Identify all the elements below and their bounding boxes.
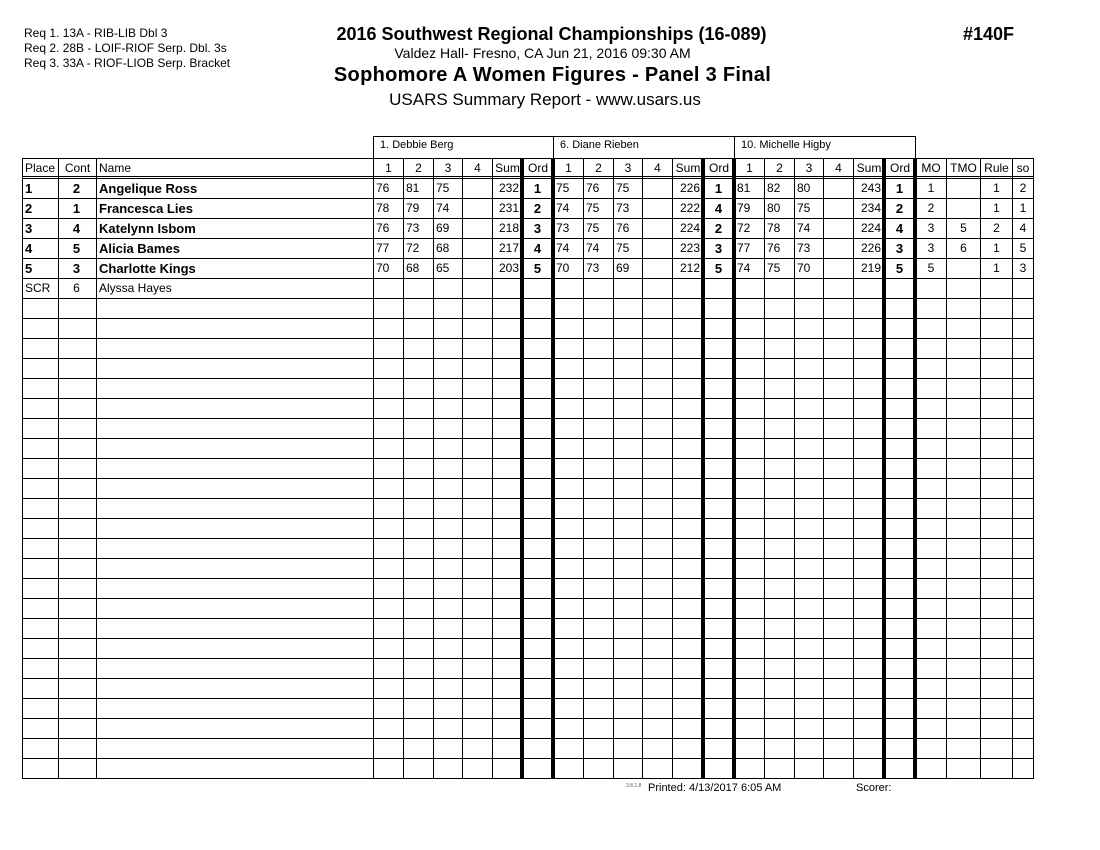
judge-score-cell	[645, 259, 669, 278]
judge-score-cell	[465, 199, 489, 218]
judge-score-cell: 77	[737, 241, 751, 255]
version-label: 3.8.1.8	[626, 783, 642, 789]
column-header: Name	[99, 161, 132, 175]
judge-score-cell: 76	[616, 221, 630, 235]
judge-sum-cell: 222	[679, 201, 700, 215]
judge-score-cell: 76	[586, 181, 600, 195]
scorer-label: Scorer:	[856, 782, 892, 794]
judge-score-cell	[556, 279, 580, 298]
venue-line: Valdez Hall- Fresno, CA Jun 21, 2016 09:30 AM	[394, 45, 691, 61]
place-cell: 4	[25, 241, 33, 256]
category-title: Sophomore A Women Figures - Panel 3 Final	[333, 64, 772, 86]
judge-score-cell	[767, 279, 791, 298]
column-header: 1	[746, 161, 753, 175]
judge-score-cell: 80	[767, 201, 781, 215]
judge-score-cell: 70	[556, 261, 570, 275]
judge-score-cell	[737, 279, 761, 298]
judge-score-cell: 73	[406, 221, 420, 235]
judge-ordinal-cell: 1	[714, 181, 723, 196]
judge-ordinal-cell: 1	[895, 181, 904, 196]
judge-score-cell: 75	[586, 201, 600, 215]
judge-score-cell: 74	[586, 241, 600, 255]
judge-score-cell	[616, 279, 639, 298]
skating-order-cell: 2	[1019, 181, 1027, 195]
column-header: Sum	[675, 161, 701, 175]
judge-score-cell	[826, 219, 850, 238]
column-header: Sum	[856, 161, 882, 175]
judge-score-cell	[465, 259, 489, 278]
judge-score-cell	[465, 279, 489, 298]
printed-timestamp: Printed: 4/13/2017 6:05 AM	[648, 782, 782, 794]
report-title: USARS Summary Report - www.usars.us	[389, 90, 701, 109]
skater-name-cell: Alicia Bames	[99, 241, 180, 256]
tied-majority-ordinal-cell	[948, 279, 979, 298]
place-cell: 3	[25, 221, 33, 236]
judge-header-2: 6. Diane Rieben	[553, 136, 735, 158]
column-header: 2	[776, 161, 783, 175]
skating-order-cell: 1	[1019, 201, 1027, 215]
judge-ordinal-cell: 5	[533, 261, 542, 276]
judge-score-cell: 75	[586, 221, 600, 235]
judge-score-cell: 74	[556, 201, 570, 215]
rule-cell: 1	[993, 181, 1000, 195]
judge-sum-cell	[856, 279, 881, 298]
judge-score-cell	[826, 279, 850, 298]
judge-score-cell: 81	[737, 181, 751, 195]
judge-ordinal-cell: 1	[533, 181, 542, 196]
judge-score-cell: 72	[737, 221, 751, 235]
tied-majority-ordinal-cell	[948, 179, 979, 198]
judge-score-cell: 69	[616, 261, 630, 275]
judge-sum-cell: 234	[860, 201, 881, 215]
judge-score-cell: 76	[376, 221, 390, 235]
skating-order-cell	[1014, 279, 1032, 298]
judge-ordinal-cell: 4	[714, 201, 723, 216]
column-header: Cont	[64, 161, 91, 175]
column-header: TMO	[950, 161, 977, 175]
column-header: MO	[921, 161, 941, 175]
judge-sum-cell: 223	[679, 241, 700, 255]
place-cell: 5	[25, 261, 33, 276]
column-header: 4	[474, 161, 481, 175]
judge-score-cell: 75	[616, 181, 630, 195]
rule-cell: 1	[993, 201, 1000, 215]
skating-order-cell: 5	[1019, 241, 1027, 255]
majority-ordinal-cell: 2	[927, 201, 935, 215]
place-cell: 2	[25, 201, 33, 216]
tied-majority-ordinal-cell	[948, 259, 979, 278]
judge-score-cell: 78	[376, 201, 390, 215]
judge-score-cell: 75	[436, 181, 450, 195]
place-cell: 1	[25, 181, 33, 196]
judge-score-cell: 80	[797, 181, 811, 195]
judge-score-cell: 68	[436, 241, 450, 255]
judge-score-cell	[376, 279, 400, 298]
judge-score-cell: 78	[767, 221, 781, 235]
judge-score-cell: 76	[376, 181, 390, 195]
judge-ordinal-cell: 2	[714, 221, 723, 236]
tied-majority-ordinal-cell: 5	[960, 221, 967, 235]
column-header: 1	[385, 161, 392, 175]
skating-order-cell: 3	[1019, 261, 1027, 275]
skater-name-cell: Francesca Lies	[99, 201, 193, 216]
column-header: Sum	[495, 161, 520, 175]
judge-score-cell	[406, 279, 430, 298]
judge-sum-cell: 219	[860, 261, 881, 275]
judge-score-cell	[826, 179, 850, 198]
place-cell: SCR	[25, 281, 51, 295]
column-header: Place	[25, 161, 56, 175]
rule-cell: 2	[993, 221, 1000, 235]
judge-ordinal-cell: 2	[533, 201, 542, 216]
contestant-number-cell: 5	[72, 241, 81, 256]
column-header: Ord	[889, 161, 910, 175]
contestant-number-cell: 4	[72, 221, 81, 236]
requirement-3: Req 3. 33A - RIOF-LIOB Serp. Bracket	[24, 56, 231, 70]
column-header: so	[1016, 161, 1030, 175]
contestant-number-cell: 2	[72, 181, 81, 196]
judge-sum-cell	[675, 279, 700, 298]
judge-score-cell: 75	[797, 201, 811, 215]
judge-score-cell: 73	[616, 201, 630, 215]
judge-score-cell	[465, 219, 489, 238]
judge-score-cell	[826, 239, 850, 258]
judge-header-3: 10. Michelle Higby	[734, 136, 916, 158]
judge-sum-cell: 203	[498, 261, 519, 275]
judge-score-cell: 73	[586, 261, 600, 275]
judge-ordinal-cell: 4	[533, 241, 542, 256]
judge-score-cell: 82	[767, 181, 781, 195]
judge-score-cell: 70	[376, 261, 390, 275]
majority-ordinal-cell: 1	[927, 181, 935, 195]
judge-score-cell: 77	[376, 241, 390, 255]
judge-score-cell: 65	[436, 261, 450, 275]
judge-sum-cell: 212	[679, 261, 700, 275]
column-header: 2	[595, 161, 602, 175]
judge-score-cell	[797, 279, 820, 298]
judge-ordinal-cell: 3	[714, 241, 723, 256]
judge-score-cell: 74	[737, 261, 751, 275]
judge-score-cell: 68	[406, 261, 420, 275]
tied-majority-ordinal-cell	[948, 199, 979, 218]
column-header: Rule	[984, 161, 1009, 175]
judge-sum-cell	[495, 279, 519, 298]
event-number: #140F	[963, 24, 1015, 44]
judge-score-cell: 75	[767, 261, 781, 275]
judge-ordinal-cell: 3	[533, 221, 542, 236]
column-header: Ord	[527, 161, 548, 175]
column-header: 1	[565, 161, 572, 175]
judge-score-cell	[826, 199, 850, 218]
majority-ordinal-cell: 3	[927, 241, 935, 255]
column-header: 3	[805, 161, 813, 175]
rule-cell	[982, 279, 1011, 298]
judge-sum-cell: 232	[498, 181, 519, 195]
judge-header-1: 1. Debbie Berg	[373, 136, 554, 158]
rule-cell: 1	[993, 241, 1000, 255]
judge-sum-cell: 224	[679, 221, 700, 235]
column-header: 4	[654, 161, 661, 175]
judge-sum-cell: 224	[860, 221, 881, 235]
skating-order-cell: 4	[1019, 221, 1027, 235]
judge-sum-cell: 218	[498, 221, 519, 235]
majority-ordinal-cell: 5	[927, 261, 935, 275]
judge-score-cell: 70	[797, 261, 811, 275]
judge-ordinal-cell: 4	[895, 221, 904, 236]
column-header: 3	[444, 161, 452, 175]
judge-score-cell	[645, 239, 669, 258]
judge-ordinal-cell: 5	[895, 261, 904, 276]
majority-ordinal-cell	[917, 279, 945, 298]
judge-score-cell	[436, 279, 459, 298]
column-header: 3	[624, 161, 632, 175]
judge-score-cell	[826, 259, 850, 278]
judge-score-cell: 74	[436, 201, 450, 215]
column-header: 4	[835, 161, 842, 175]
judge-ordinal-cell	[887, 279, 912, 298]
judge-score-cell: 74	[797, 221, 811, 235]
majority-ordinal-cell: 3	[927, 221, 935, 235]
column-header: Ord	[708, 161, 729, 175]
skater-name-cell: Katelynn Isbom	[99, 221, 196, 236]
judge-score-cell	[645, 199, 669, 218]
judge-sum-cell: 231	[498, 201, 519, 215]
contestant-number-cell: 1	[72, 201, 81, 216]
judge-score-cell: 75	[616, 241, 630, 255]
judge-score-cell: 75	[556, 181, 570, 195]
contestant-number-cell: 3	[72, 261, 81, 276]
requirement-2: Req 2. 28B - LOIF-RIOF Serp. Dbl. 3s	[24, 41, 227, 55]
skater-name-cell: Alyssa Hayes	[99, 281, 172, 295]
judge-ordinal-cell	[706, 279, 731, 298]
judge-score-cell: 73	[556, 221, 570, 235]
rule-cell: 1	[993, 261, 1000, 275]
contestant-number-cell: 6	[73, 281, 80, 295]
judge-score-cell: 72	[406, 241, 420, 255]
judge-score-cell	[586, 279, 610, 298]
event-title: 2016 Southwest Regional Championships (16-089)	[336, 24, 767, 44]
column-header: 2	[415, 161, 422, 175]
judge-score-cell	[645, 179, 669, 198]
judge-sum-cell: 217	[498, 241, 519, 255]
judge-sum-cell: 243	[860, 181, 881, 195]
judge-score-cell: 73	[797, 241, 811, 255]
judge-score-cell: 69	[436, 221, 450, 235]
judge-sum-cell: 226	[679, 181, 700, 195]
skater-name-cell: Angelique Ross	[99, 181, 198, 196]
judge-ordinal-cell	[525, 279, 550, 298]
judge-score-cell: 81	[406, 181, 420, 195]
judge-score-cell: 79	[406, 201, 420, 215]
judge-score-cell: 74	[556, 241, 570, 255]
judge-sum-cell: 226	[860, 241, 881, 255]
judge-ordinal-cell: 5	[714, 261, 723, 276]
judge-score-cell	[465, 179, 489, 198]
judge-score-cell: 76	[767, 241, 781, 255]
judge-score-cell	[645, 279, 669, 298]
skater-name-cell: Charlotte Kings	[99, 261, 196, 276]
judge-ordinal-cell: 3	[895, 241, 904, 256]
requirement-1: Req 1. 13A - RIB-LIB Dbl 3	[24, 26, 168, 40]
judge-score-cell	[645, 219, 669, 238]
judge-score-cell: 79	[737, 201, 751, 215]
tied-majority-ordinal-cell: 6	[960, 241, 967, 255]
judge-score-cell	[465, 239, 489, 258]
judge-ordinal-cell: 2	[895, 201, 904, 216]
